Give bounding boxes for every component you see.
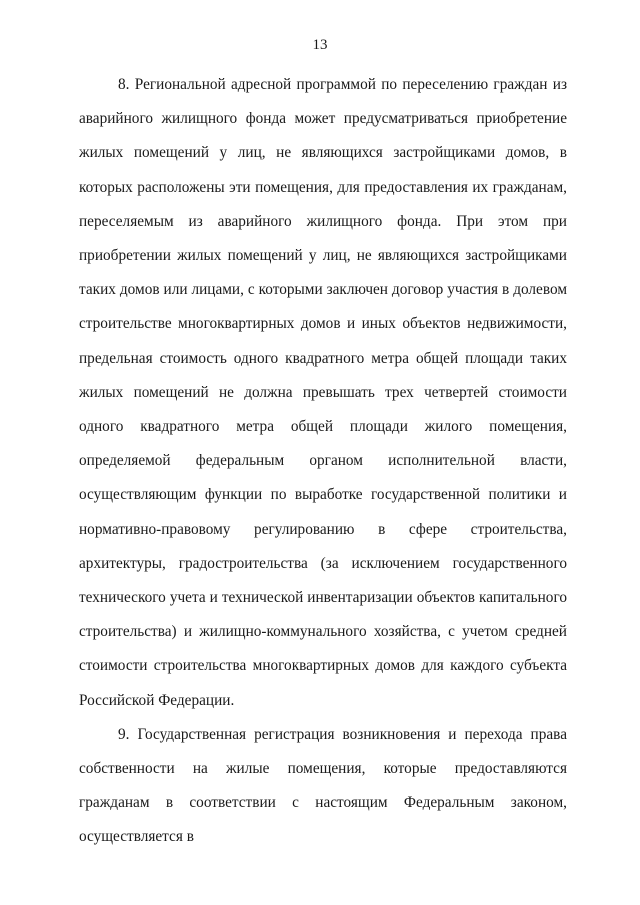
paragraph-9: 9. Государственная регистрация возникновения и перехода права собственности на жилые помещения, которые предоставляются гражданам в соответствии с настоящим Федеральным законом, осуществляется в: [79, 725, 567, 846]
page-number: 13: [312, 37, 328, 53]
document-body: [79, 68, 567, 855]
paragraph-8: 8. Региональной адресной программой по переселению граждан из аварийного жилищного фонда может предусматриваться приобретение жилых помещений у лиц, не являющихся застройщиками домов, в которых расположены эти помещения, для предоставления их гражданам, переселяемым из аварийного жилищного фонда. При этом при приобретении жилых помещений у лиц, не являющихся застройщиками таких домов или лицами, с которыми заключен договор участия в долевом строительстве многоквартирных домов и иных объектов недвижимости, предельная стоимость одного квадратного метра общей площади таких жилых помещений не должна превышать трех четвертей стоимости одного квадратного метра общей площади жилого помещения, определяемой федеральным органом исполнительной власти, осуществляющим функции по выработке государственной политики и нормативно-правовому регулированию в сфере строительства, архитектуры, градостроительства (за исключением государственного технического учета и технической инвентаризации объектов капитального строительства) и жилищно-коммунального хозяйства, с учетом средней стоимости строительства многоквартирных домов для каждого субъекта Российской Федерации.: [79, 76, 567, 709]
